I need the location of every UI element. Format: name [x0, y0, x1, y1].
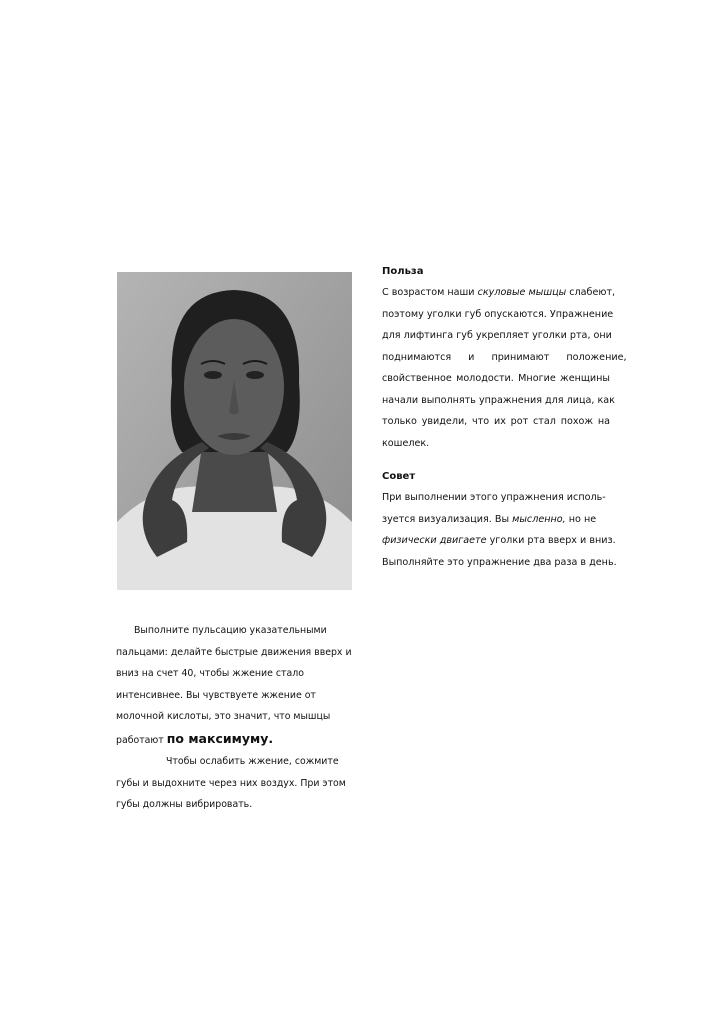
- instr-line-3: вниз на счет 40, чтобы жжение стало: [116, 668, 304, 679]
- benefit-line-2: поэтому уголки губ опускаются. Упражнение: [382, 308, 614, 320]
- benefit-line-3: для лифтинга губ укрепляет уголки рта, они: [382, 330, 612, 341]
- benefit-line-6: начали выполнять упражнения для лица, как: [382, 394, 615, 406]
- tip-line-2: [382, 509, 610, 531]
- text-span: работают: [116, 734, 167, 746]
- instr-line-9: губы должны вибрировать.: [116, 799, 253, 810]
- emphasis: физически двигаете: [382, 535, 487, 546]
- exercise-photo: [117, 272, 352, 590]
- instr-line-5: молочной кислоты, это значит, что мышцы: [116, 711, 331, 722]
- text-span: слабеют,: [566, 287, 616, 298]
- instr-line-7: Чтобы ослабить жжение, сожмите: [166, 756, 339, 767]
- benefit-line-1: [382, 282, 616, 304]
- benefit-line-8: кошелек.: [382, 437, 430, 449]
- benefit-line-4: поднимаются и принимают положение,: [382, 351, 627, 363]
- right-column: [382, 262, 627, 573]
- spacer: [382, 454, 610, 467]
- benefit-heading: Польза: [382, 266, 424, 277]
- instr-line-1: Выполните пульсацию указательными: [134, 625, 327, 636]
- tip-line-1: При выполнении этого упражнения исполь-: [382, 492, 606, 503]
- text-span: уголки рта вверх и вниз.: [486, 535, 616, 546]
- instr-line-8: губы и выдохните через них воздух. При этом: [116, 777, 346, 789]
- emphasis: скуловые мышцы: [477, 287, 567, 298]
- tip-line-4: Выполняйте это упражнение два раза в день.: [382, 556, 617, 568]
- tip-line-3: [382, 530, 616, 552]
- text-span: зуется визуализация. Вы: [382, 513, 513, 525]
- benefit-line-7: только увидели, что их рот стал похож на: [382, 416, 610, 427]
- text-span: но не: [565, 513, 597, 525]
- instr-line-6: [116, 728, 344, 752]
- emphasis: мысленно,: [512, 513, 566, 525]
- instr-line-4: интенсивнее. Вы чувствуете жжение от: [116, 689, 316, 701]
- tip-heading: Совет: [382, 471, 416, 482]
- benefit-line-5: свойственное молодости. Многие женщины: [382, 373, 610, 384]
- instr-line-2: пальцами: делайте быстрые движения вверх и: [116, 646, 352, 658]
- bold-text: по максимуму.: [166, 730, 274, 746]
- text-span: С возрастом наши: [382, 287, 478, 298]
- instructions-column: [116, 620, 352, 816]
